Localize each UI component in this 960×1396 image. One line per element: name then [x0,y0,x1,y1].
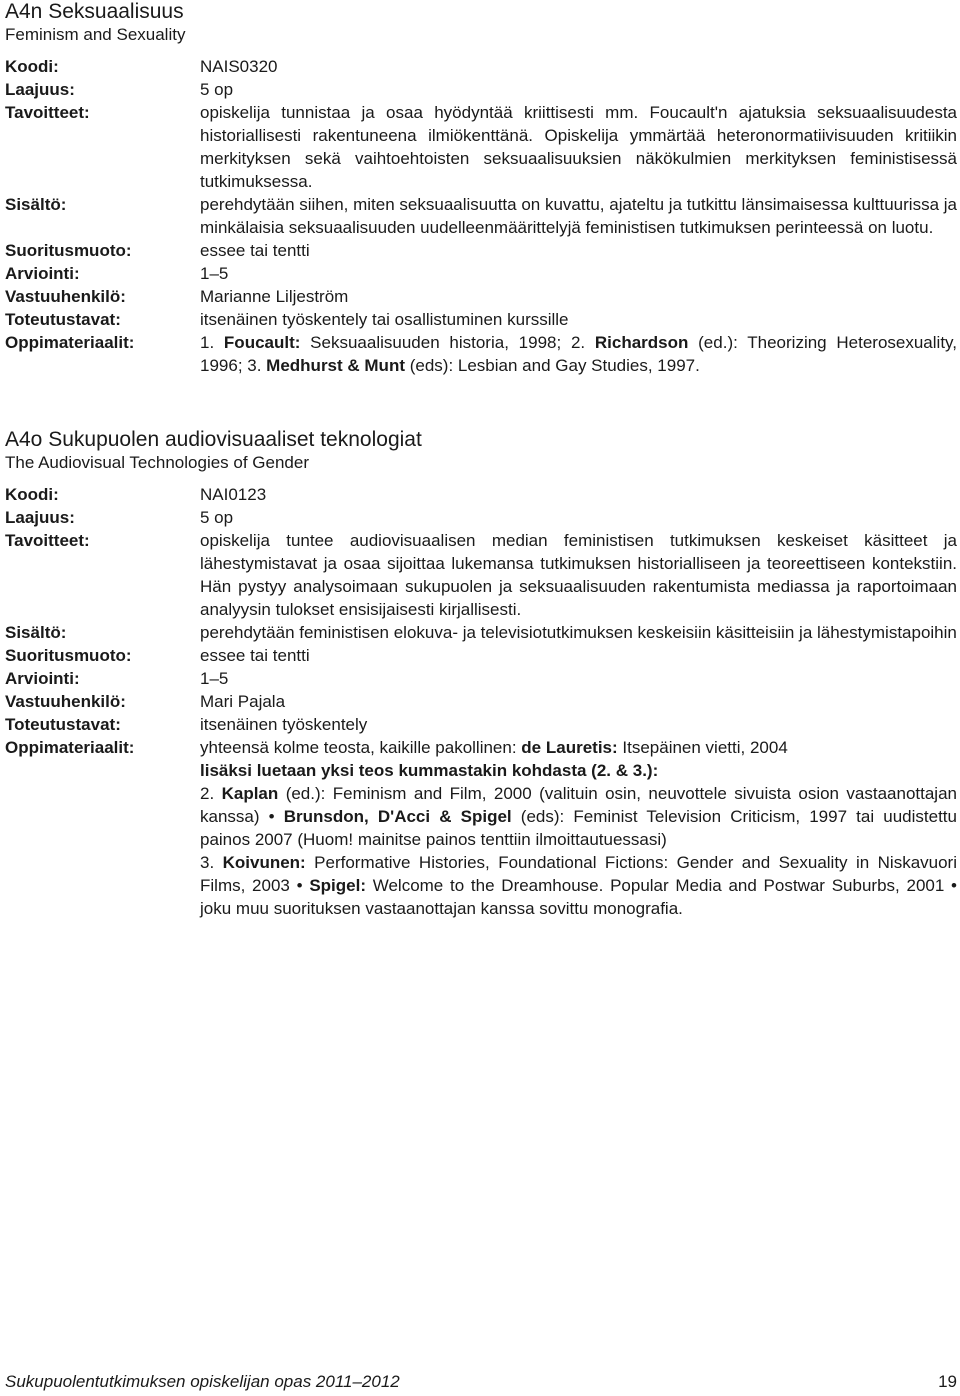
oppi-text: (ed.): Feminism and Film, 2000 (valituin osin, neuvottele sivuista osion vastaanottajan kanssa) • [200,784,957,826]
field-toteutustavat [5,713,957,736]
field-label: Oppimateriaalit: [5,738,135,757]
oppi-text: Seksuaalisuuden historia, 1998; 2. [300,333,595,352]
oppi-text: Itsepäinen vietti, 2004 [617,738,788,757]
oppi-author: Medhurst & Munt [266,356,405,375]
oppi-text: yhteensä kolme teosta, kaikille pakollinen: [200,738,522,757]
field-value [200,736,957,920]
field-koodi [5,55,957,78]
field-laajuus [5,506,957,529]
course-subtitle: The Audiovisual Technologies of Gender [5,453,309,472]
field-value: essee tai tentti [200,241,310,260]
oppi-author: de Lauretis: [521,738,618,757]
field-label: Sisältö: [5,623,67,642]
field-label: Oppimateriaalit: [5,333,135,352]
field-sisalto [5,621,957,644]
field-arviointi [5,262,957,285]
field-suoritusmuoto [5,644,957,667]
field-value: NAIS0320 [200,57,278,76]
oppi-text: 2. [200,784,222,803]
course-subtitle: Feminism and Sexuality [5,25,186,44]
oppi-text: 3. [200,853,223,872]
field-vastuuhenkilo [5,285,957,308]
field-value: Mari Pajala [200,692,286,711]
field-label: Arviointi: [5,264,80,283]
field-label: Arviointi: [5,669,80,688]
field-sisalto [5,193,957,239]
oppi-text: (eds): Lesbian and Gay Studies, 1997. [405,356,700,375]
field-label: Laajuus: [5,508,75,527]
field-value: 1–5 [200,264,229,283]
oppi-author: Koivunen: [222,853,306,872]
oppi-text: 1. [200,333,224,352]
field-laajuus [5,78,957,101]
field-tavoitteet [5,529,957,621]
field-label: Suoritusmuoto: [5,646,132,665]
field-label: Toteutustavat: [5,310,121,329]
field-value: Marianne Liljeström [200,287,349,306]
oppi-author: Brunsdon, D'Acci & Spigel [283,807,512,826]
oppi-text: (eds): Feminist Television Criticism, 1997 tai uudistettu painos 2007 (Huom! mainitse painos tenttiin ilmoittautuessasi) [200,807,957,849]
field-label: Sisältö: [5,195,67,214]
field-label: Tavoitteet: [5,103,90,122]
oppi-line [200,736,957,759]
field-koodi [5,483,957,506]
field-label: Suoritusmuoto: [5,241,132,260]
field-value: 5 op [200,508,234,527]
field-value: 1–5 [200,669,229,688]
field-value: opiskelija tunnistaa ja osaa hyödyntää kriittisesti mm. Foucault'n ajatuksia seksuaalisuudesta historiallisesti rakentuneena ilmiökenttänä. Opiskelija ymmärtää heteronormatiivisuuden kritiikin merkityksen sekä vaihtoehtoisten seksuaalisuuksien näkökulmien merkityksen feministisessä tutkimuksessa. [200,103,957,191]
field-value: essee tai tentti [200,646,310,665]
field-value: itsenäinen työskentely tai osallistuminen kurssille [200,310,569,329]
oppi-author: Foucault: [223,333,301,352]
oppi-author: Richardson [594,333,689,352]
field-label: Vastuuhenkilö: [5,287,126,306]
oppi-author: Kaplan [221,784,279,803]
field-label: Laajuus: [5,80,75,99]
field-value: 5 op [200,80,234,99]
course-title: A4n Seksuaalisuus [5,0,184,23]
field-vastuuhenkilo [5,690,957,713]
oppi-text: Performative Histories, Foundational Fictions: Gender and Sexuality in Niskavuori Films, 2003 • [200,853,957,895]
oppi-line: lisäksi luetaan yksi teos kummastakin kohdasta (2. & 3.): [200,761,659,780]
oppi-text: (ed.): Theorizing Heterosexuality, 1996; 3. [200,333,958,375]
field-value: opiskelija tuntee audiovisuaalisen median feministisen tutkimuksen keskeiset käsitteet ja lähestymistavat ja osaa sijoittaa lukemansa tutkimuksen historialliseen ja teoreettiseen kontekstiin. Hän pystyy analysoimaan sukupuolen ja seksuaalisuuden rakentumista mediassa ja raportoimaan analyysin tulokset ensisijaisesti kirjallisesti. [200,531,957,619]
page-footer [5,1370,957,1394]
course-a4o [5,428,957,920]
field-label: Koodi: [5,57,59,76]
oppi-line [200,782,957,851]
field-label: Koodi: [5,485,59,504]
field-value: NAI0123 [200,485,267,504]
field-label: Toteutustavat: [5,715,121,734]
field-value: itsenäinen työskentely [200,715,368,734]
field-value [200,331,957,377]
field-arviointi [5,667,957,690]
field-label: Vastuuhenkilö: [5,692,126,711]
oppi-line [200,851,957,920]
page-number: 19 [938,1372,957,1391]
field-label: Tavoitteet: [5,531,90,550]
field-toteutustavat [5,308,957,331]
field-tavoitteet [5,101,957,193]
field-oppimateriaalit [5,736,957,920]
field-value: perehdytään siihen, miten seksuaalisuutta on kuvattu, ajateltu ja tutkittu länsimaisessa kulttuurissa ja minkälaisia seksuaalisuuden uudelleenmäärittelyjä feministisen tutkimuksen perinteessä on luotu. [200,195,957,237]
course-a4n [5,0,957,377]
oppi-text: Welcome to the Dreamhouse. Popular Media and Postwar Suburbs, 2001 • joku muu suorituksen vastaanottajan kanssa sovittu monografia. [200,876,957,918]
oppi-author: Spigel: [309,876,366,895]
footer-title: Sukupuolentutkimuksen opiskelijan opas 2011–2012 [5,1372,400,1391]
field-oppimateriaalit [5,331,957,377]
course-title: A4o Sukupuolen audiovisuaaliset teknologiat [5,428,422,451]
field-value: perehdytään feministisen elokuva- ja televisiotutkimuksen keskeisiin käsitteisiin ja lähestymistapoihin [200,623,957,642]
field-suoritusmuoto [5,239,957,262]
